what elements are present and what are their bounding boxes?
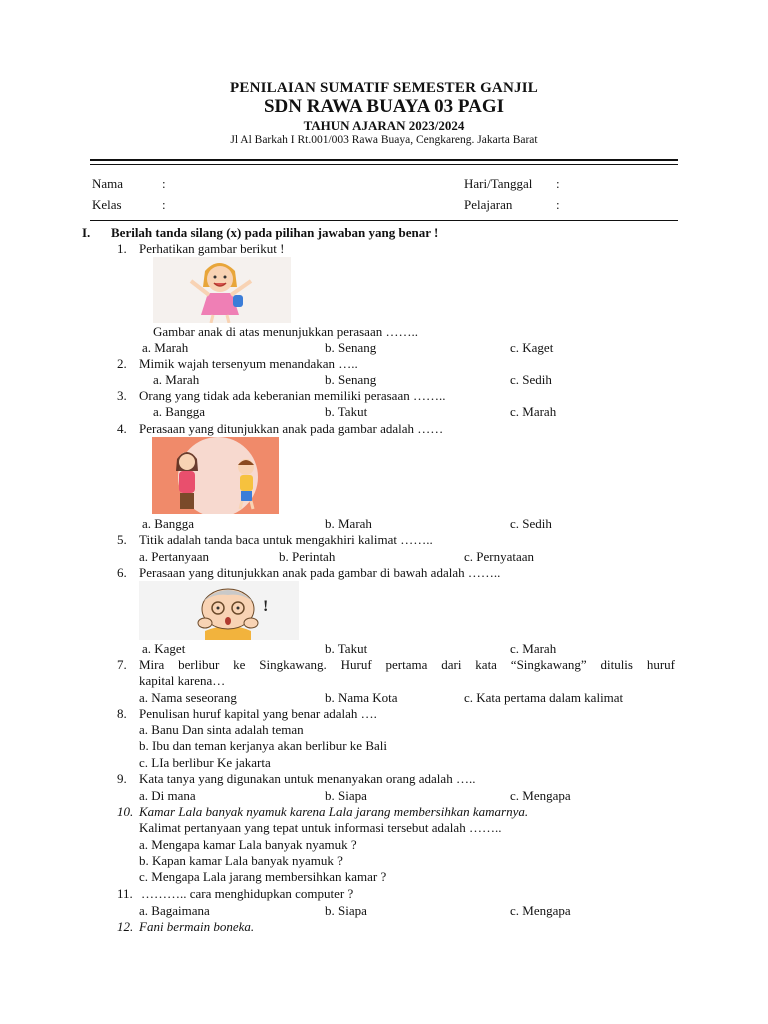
header-rule-thin xyxy=(90,164,678,165)
q3-option-a: a. Bangga xyxy=(153,404,205,419)
academic-year: TAHUN AJARAN 2023/2024 xyxy=(303,118,465,133)
q10-option-b: b. Kapan kamar Lala banyak nyamuk ? xyxy=(139,853,343,868)
q4-option-b: b. Marah xyxy=(325,516,372,531)
q11-option-c: c. Mengapa xyxy=(510,903,571,918)
q2-option-a: a. Marah xyxy=(153,372,200,387)
q9-option-b: b. Siapa xyxy=(325,788,367,803)
q12-text: Fani bermain boneka. xyxy=(139,919,255,934)
q6-option-c: c. Marah xyxy=(510,641,557,656)
section-instruction: Berilah tanda silang (x) pada pilihan jawaban yang benar ! xyxy=(111,225,439,240)
q1-subtext: Gambar anak di atas menunjukkan perasaan …….. xyxy=(153,324,418,339)
pelajaran-label: Pelajaran xyxy=(464,197,513,212)
q10-subtext: Kalimat pertanyaan yang tepat untuk informasi tersebut adalah …….. xyxy=(139,820,502,835)
q11-option-b: b. Siapa xyxy=(325,903,367,918)
q10-option-a: a. Mengapa kamar Lala banyak nyamuk ? xyxy=(139,837,357,852)
q3-number: 3. xyxy=(117,388,127,403)
q7-text-line1: Mira berlibur ke Singkawang. Huruf pertama dari kata “Singkawang” ditulis huruf xyxy=(139,657,675,672)
q8-option-c: c. LIa berlibur Ke jakarta xyxy=(139,755,271,770)
q8-text: Penulisan huruf kapital yang benar adalah …. xyxy=(139,706,377,721)
q5-number: 5. xyxy=(117,532,127,547)
q7-number: 7. xyxy=(117,657,127,672)
q4-number: 4. xyxy=(117,421,127,436)
hari-tanggal-label: Hari/Tanggal xyxy=(464,176,533,191)
q1-number: 1. xyxy=(117,241,127,256)
q5-option-c: c. Pernyataan xyxy=(464,549,535,564)
q5-option-b: b. Perintah xyxy=(279,549,336,564)
q1-text: Perhatikan gambar berikut ! xyxy=(139,241,285,256)
q4-option-a: a. Bangga xyxy=(142,516,194,531)
mother-child-icon xyxy=(152,437,279,514)
header-rule-thick xyxy=(90,159,678,161)
q9-number: 9. xyxy=(117,771,127,786)
surprised-child-icon xyxy=(139,581,299,640)
q6-option-a: a. Kaget xyxy=(142,641,186,656)
q1-option-b: b. Senang xyxy=(325,340,377,355)
exam-title: PENILAIAN SUMATIF SEMESTER GANJIL xyxy=(230,80,538,96)
nama-colon: : xyxy=(162,176,166,191)
q2-number: 2. xyxy=(117,356,127,371)
section-number: I. xyxy=(82,225,91,240)
q8-option-b: b. Ibu dan teman kerjanya akan berlibur ke Bali xyxy=(139,738,387,753)
q12-number: 12. xyxy=(117,919,134,934)
q6-number: 6. xyxy=(117,565,127,580)
q7-option-b: b. Nama Kota xyxy=(325,690,398,705)
q10-text: Kamar Lala banyak nyamuk karena Lala jarang membersihkan kamarnya. xyxy=(139,804,529,819)
q7-text-line2: kapital karena… xyxy=(139,673,226,688)
school-name: SDN RAWA BUAYA 03 PAGI xyxy=(263,96,505,117)
q7-option-c: c. Kata pertama dalam kalimat xyxy=(464,690,624,705)
nama-label: Nama xyxy=(92,176,124,191)
q1-option-a: a. Marah xyxy=(142,340,189,355)
q9-text: Kata tanya yang digunakan untuk menanyakan orang adalah ….. xyxy=(139,771,476,786)
happy-girl-illustration xyxy=(153,257,291,323)
q4-option-c: c. Sedih xyxy=(510,516,552,531)
q9-option-c: c. Mengapa xyxy=(510,788,571,803)
kelas-label: Kelas xyxy=(92,197,122,212)
fields-rule xyxy=(90,220,678,221)
svg-text:!: ! xyxy=(263,598,269,615)
school-address: Jl Al Barkah I Rt.001/003 Rawa Buaya, Cengkareng. Jakarta Barat xyxy=(230,134,538,146)
q2-text: Mimik wajah tersenyum menandakan ….. xyxy=(139,356,358,371)
q2-option-b: b. Senang xyxy=(325,372,377,387)
happy-girl-icon xyxy=(153,257,291,323)
q6-text: Perasaan yang ditunjukkan anak pada gambar di bawah adalah …….. xyxy=(139,565,501,580)
q5-option-a: a. Pertanyaan xyxy=(139,549,210,564)
q5-text: Titik adalah tanda baca untuk mengakhiri kalimat …….. xyxy=(139,532,433,547)
q1-option-c: c. Kaget xyxy=(510,340,554,355)
q11-text: ……….. cara menghidupkan computer ? xyxy=(141,886,354,901)
q6-option-b: b. Takut xyxy=(325,641,368,656)
q3-option-c: c. Marah xyxy=(510,404,557,419)
q3-text: Orang yang tidak ada keberanian memiliki perasaan …….. xyxy=(139,388,446,403)
q8-option-a: a. Banu Dan sinta adalah teman xyxy=(139,722,304,737)
q8-number: 8. xyxy=(117,706,127,721)
q3-option-b: b. Takut xyxy=(325,404,368,419)
hari-tanggal-colon: : xyxy=(556,176,560,191)
q9-option-a: a. Di mana xyxy=(139,788,196,803)
q11-option-a: a. Bagaimana xyxy=(139,903,210,918)
q2-option-c: c. Sedih xyxy=(510,372,552,387)
q4-text: Perasaan yang ditunjukkan anak pada gambar adalah …… xyxy=(139,421,444,436)
surprised-child-illustration xyxy=(139,581,299,640)
q7-option-a: a. Nama seseorang xyxy=(139,690,237,705)
mother-child-illustration xyxy=(152,437,279,514)
q11-number: 11. xyxy=(117,886,133,901)
q10-number: 10. xyxy=(117,804,134,819)
kelas-colon: : xyxy=(162,197,166,212)
pelajaran-colon: : xyxy=(556,197,560,212)
q10-option-c: c. Mengapa Lala jarang membersihkan kamar ? xyxy=(139,869,387,884)
